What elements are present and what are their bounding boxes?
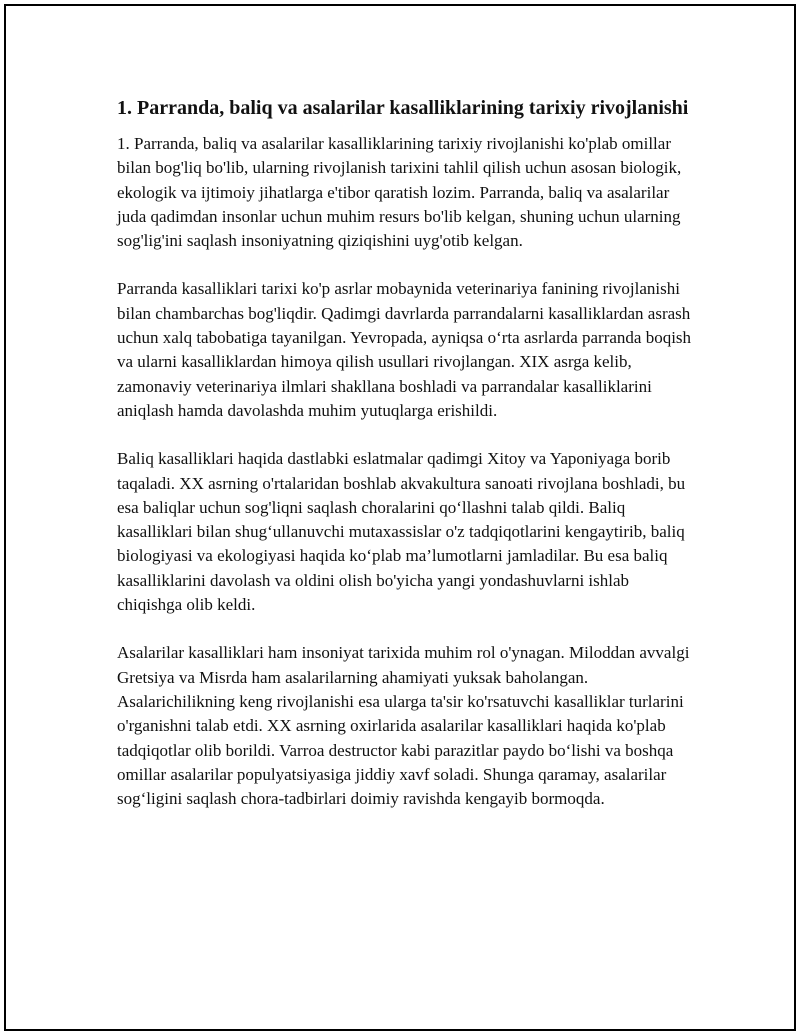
document-body bbox=[117, 95, 692, 811]
paragraph-fish: Baliq kasalliklari haqida dastlabki eslatmalar qadimgi Xitoy va Yaponiyaga borib taqaladi. XX asrning o'rtalaridan boshlab akvakultura sanoati rivojlana boshladi, bu esa baliqlar uchun sog'liqni saqlash choralarini qo‘llashni talab qildi. Baliq kasalliklari bilan shug‘ullanuvchi mutaxassislar o'z tadqiqotlarini kengaytirib, baliq biologiyasi va ekologiyasi haqida ko‘plab ma’lumotlarni jamladilar. Bu esa baliq kasalliklarini davolash va oldini olish bo'yicha yangi yondashuvlarni ishlab chiqishga olib keldi. bbox=[117, 449, 686, 615]
paragraph-bees: Asalarilar kasalliklari ham insoniyat tarixida muhim rol o'ynagan. Miloddan avvalgi Gretsiya va Misrda ham asalarilarning ahamiyati yuksak baholangan. Asalarichilikning keng rivojlanishi esa ularga ta'sir ko'rsatuvchi kasalliklar turlarini o'rganishni talab etdi. XX asrning oxirlarida asalarilar kasalliklari haqida ko'plab tadqiqotlar olib borildi. Varroa destructor kabi parazitlar paydo bo‘lishi va boshqa omillar asalarilar populyatsiyasiga jiddiy xavf soladi. Shunga qaramay, asalarilar sog‘ligini saqlash chora-tadbirlari doimiy ravishda kengayib bormoqda. bbox=[117, 643, 690, 809]
document-title: 1. Parranda, baliq va asalarilar kasalliklarining tarixiy rivojlanishi bbox=[117, 97, 689, 119]
paragraph-poultry: Parranda kasalliklari tarixi ko'p asrlar mobaynida veterinariya fanining rivojlanishi bilan chambarchas bog'liqdir. Qadimgi davrlarda parrandalarni kasalliklardan asrash uchun xalq tabobatiga tayanilgan. Yevropada, ayniqsa o‘rta asrlarda parranda boqish va ularni kasalliklardan himoya qilish usullari rivojlangan. XIX asrga kelib, zamonaviy veterinariya ilmlari shakllana boshladi va parrandalar kasalliklarini aniqlash hamda davolashda muhim yutuqlarga erishildi. bbox=[117, 279, 692, 420]
paragraph-intro: 1. Parranda, baliq va asalarilar kasalliklarining tarixiy rivojlanishi ko'plab omillar bilan bog'liq bo'lib, ularning rivojlanish tarixini tahlil qilish uchun asosan biologik, ekologik va ijtimoiy jihatlarga e'tibor qaratish lozim. Parranda, baliq va asalarilar juda qadimdan insonlar uchun muhim resurs bo'lib kelgan, shuning uchun ularning sog'lig'ini saqlash insoniyatning qiziqishini uyg'otib kelgan. bbox=[117, 134, 682, 251]
